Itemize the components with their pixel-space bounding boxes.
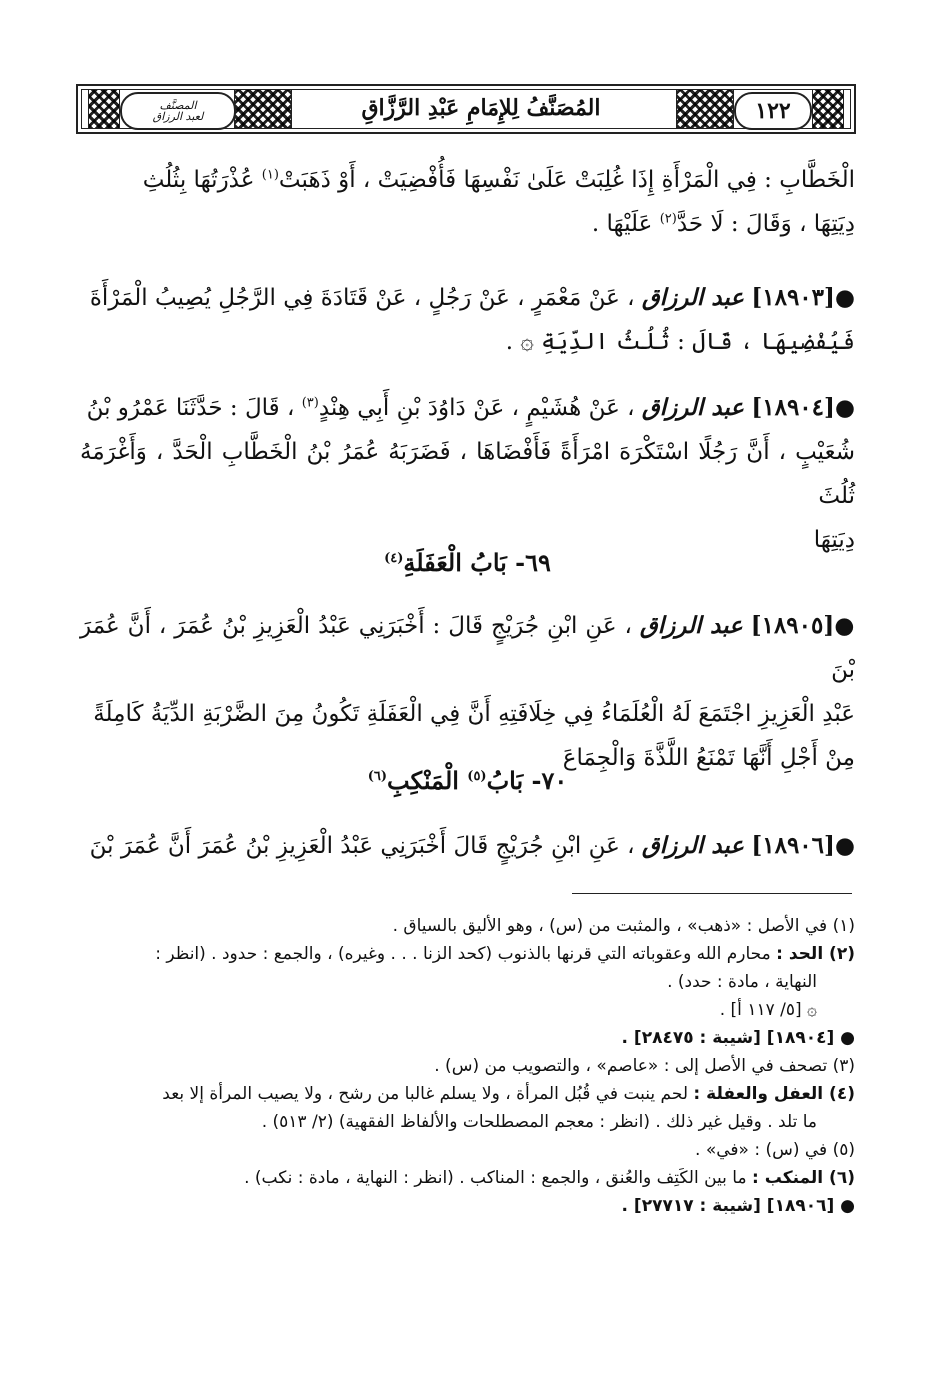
bullet-icon: ●: [834, 284, 855, 311]
page-number: ١٢٢: [734, 92, 812, 130]
footnote-divider: [572, 893, 852, 894]
text-span: ، عَنِ ابْنِ جُرَيْجٍ قَالَ أَخْبَرَنِي عَبْدُ الْعَزِيزِ بْنُ عُمَرَ أَنَّ عُمَرَ بْنَ: [89, 833, 635, 859]
hadith-number: [١٨٩٠٥]: [750, 612, 835, 639]
footnote-2-continuation: النهاية ، مادة : حدد) .: [667, 972, 817, 992]
manuscript-ref: ۞ [٥/ ١١٧ أ] .: [719, 1000, 817, 1020]
footnote-4-continuation: ما تلد . وقيل غير ذلك . (انظر : معجم المصطلحات والألفاظ الفقهية) (٢/ ٥١٣) .: [261, 1112, 817, 1132]
chapter-title: بَابُ الْعَفَلَةِ: [403, 548, 507, 577]
narrator-name: عبد الرزاق: [641, 394, 745, 421]
footnote-ref: (٦): [367, 769, 387, 784]
hadith-number: [١٨٩٠٤]: [751, 394, 835, 421]
footnote-text: ما بين الكَتِف والعُنق ، والجمع : المناكب . (انظر : النهاية ، مادة : نكب) .: [244, 1168, 747, 1188]
footnote-5: (٥) في (س) : «في» .: [695, 1140, 855, 1160]
hadith-number: [١٨٩٠٣]: [751, 284, 835, 311]
footnote-ref: (٥): [467, 769, 487, 784]
text-line: [80, 276, 855, 320]
hadith-18906: [80, 824, 855, 868]
text-line: [80, 824, 855, 868]
footnote-2: [80, 940, 855, 968]
narrator-name: عبد الرزاق: [641, 832, 745, 859]
text-span: ، عَنْ مَعْمَرٍ ، عَنْ رَجُلٍ ، عَنْ قَتَادَةَ فِي الرَّجُلِ يُصِيبُ الْمَرْأَةَ: [89, 285, 635, 311]
text-span: الْخَطَّابِ : فِي الْمَرْأَةِ إِذَا غُلِبَتْ عَلَىٰ نَفْسِهَا فَأُفْضِيَتْ ، أَوْ ذَهَبَتْ: [278, 167, 855, 193]
footnote-3: (٣) تصحف في الأصل إلى : «عاصم» ، والتصويب من (س) .: [434, 1056, 855, 1076]
chapter-heading-70: [80, 766, 855, 795]
hadith-18904: [80, 386, 855, 562]
bullet-icon: ●: [834, 394, 855, 421]
text-span: دِيَتِهَا: [813, 527, 855, 553]
page-header: [76, 84, 856, 134]
ornament-right-edge: [812, 89, 844, 129]
chapter-title: بَابُ: [486, 766, 524, 795]
text-line: [80, 320, 855, 364]
text-span: .: [505, 329, 514, 355]
text-span: فَيُفْضِيهَا ، قَالَ : ثُلُثُ الدِّيَةِ: [541, 329, 855, 355]
text-line: [80, 604, 855, 692]
ornament-right: [676, 89, 734, 129]
text-span: ، عَنْ هُشَيْمٍ ، عَنْ دَاوُدَ بْنِ أَبِي هِنْدٍ: [318, 395, 635, 421]
hadith-18905: [80, 604, 855, 780]
text-span: عَبْدِ الْعَزِيزِ اجْتَمَعَ لَهُ الْعُلَمَاءُ فِي خِلَافَتِهِ أَنَّ فِي الْعَفَلَةِ تَكُونُ مِنَ الضَّرْبَةِ الدِّيَةُ كَامِلَةً: [93, 701, 855, 727]
footnote-4: [80, 1080, 855, 1108]
chapter-number: ٧٠-: [531, 766, 568, 795]
text-span: ، قَالَ : حَدَّثَنَا عَمْرُو بْنُ: [86, 395, 295, 421]
ornament-left: [234, 89, 292, 129]
hadith-18903: [80, 276, 855, 364]
text-span: عُذْرَتُهَا بِثُلُثِ: [142, 167, 255, 193]
footnotes: [80, 912, 855, 1220]
text-line: [80, 386, 855, 430]
narrator-name: عبد الرزاق: [641, 284, 745, 311]
text-span: دِيَتِهَا ، وَقَالَ : لَا حَدَّ: [676, 211, 855, 237]
text-span: ، عَنِ ابْنِ جُرَيْجٍ قَالَ : أَخْبَرَنِي عَبْدُ الْعَزِيزِ بْنُ عُمَرَ ، أَنَّ عُمَرَ بْنَ: [80, 613, 855, 683]
footnote-ref: (٣): [301, 395, 319, 411]
seal-line-2: لعبد الرزاق: [152, 110, 204, 123]
text-line: [80, 158, 855, 202]
text-line: [80, 202, 855, 246]
manuscript-marker-icon: ۞: [520, 329, 534, 355]
paragraph-continuation: [80, 158, 855, 246]
ornament-left-edge: [88, 89, 120, 129]
source-ref-18904: ● [١٨٩٠٤] [شيبة : ٢٨٤٧٥] .: [621, 1028, 855, 1048]
chapter-heading-69: [80, 548, 855, 577]
book-seal-logo: [120, 92, 236, 130]
bullet-icon: ●: [834, 612, 855, 639]
text-line: [80, 430, 855, 518]
text-span: شُعَيْبٍ ، أَنَّ رَجُلًا اسْتَكْرَهَ امْرَأَةً فَأَفْضَاهَا ، فَضَرَبَهُ عُمَرُ بْنُ الْخَطَّابِ الْحَدَّ ، وَأَغْرَمَهُ ثُلُثَ: [80, 439, 855, 509]
footnote-text: محارم الله وعقوباته التي قرنها بالذنوب (كحد الزنا . . . وغيره) ، والجمع : حدود . (انظر :: [155, 944, 771, 964]
seal-line-1: المصنَّف: [159, 99, 197, 112]
text-line: [80, 692, 855, 736]
footnote-term: (٤) العفل والعفلة :: [693, 1084, 855, 1104]
narrator-name: عبد الرزاق: [639, 612, 743, 639]
footnote-ref: (٤): [384, 551, 404, 566]
bullet-icon: ●: [834, 832, 855, 859]
footnote-term: (٢) الحد :: [776, 944, 855, 964]
chapter-number: ٦٩-: [515, 548, 551, 577]
footnote-term: (٦) المنكب :: [751, 1168, 855, 1188]
running-title: المُصَنَّفُ لِلإِمَامِ عَبْدِ الرَّزَّاقِ: [361, 95, 601, 121]
text-span: عَلَيْهَا .: [591, 211, 653, 237]
source-ref-18906: ● [١٨٩٠٦] [شيبة : ٢٧٧١٧] .: [621, 1196, 855, 1216]
footnote-1: (١) في الأصل : «ذهب» ، والمثبت من (س) ، وهو الأليق بالسياق .: [392, 916, 855, 936]
footnote-ref: (٢): [659, 211, 677, 227]
hadith-number: [١٨٩٠٦]: [751, 832, 835, 859]
text-span: مِنْ أَجْلِ أَنَّهَا تَمْنَعُ اللَّذَّةَ وَالْجِمَاعَ: [562, 745, 855, 771]
footnote-text: لحم ينبت في قُبُل المرأة ، ولا يسلم غالبا من رشح ، ولا يصيب المرأة إلا بعد: [162, 1084, 689, 1104]
footnote-6: [80, 1164, 855, 1192]
chapter-title: الْمَنْكِبِ: [387, 766, 459, 795]
footnote-ref: (١): [261, 167, 279, 183]
